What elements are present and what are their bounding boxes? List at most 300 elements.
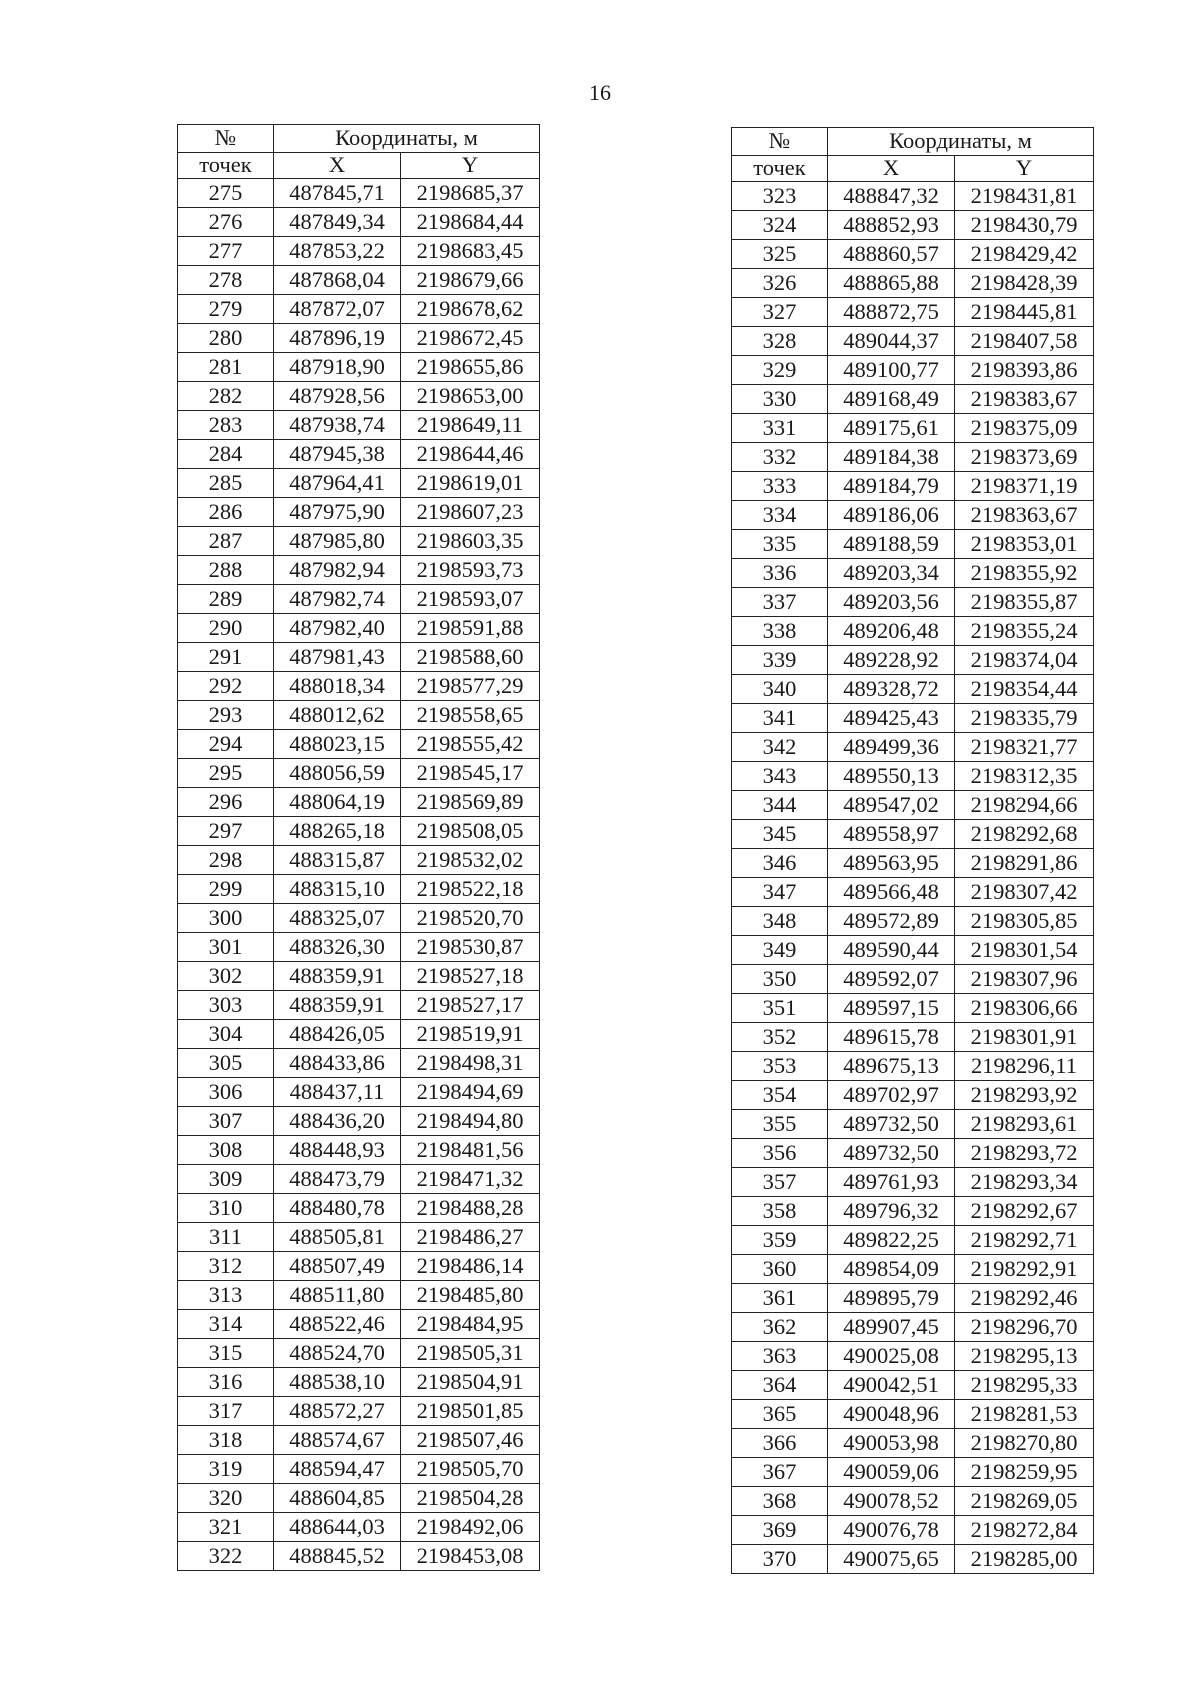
point-number-cell: 361 [732,1284,828,1313]
x-coordinate-cell: 488480,78 [274,1194,401,1223]
y-coordinate-cell: 2198292,71 [955,1226,1094,1255]
point-number-cell: 282 [178,382,274,411]
table-row [178,991,540,1020]
point-number-cell: 292 [178,672,274,701]
table-row [732,530,1094,559]
point-number-cell: 291 [178,643,274,672]
point-number-cell: 295 [178,759,274,788]
x-coordinate-cell: 489184,79 [828,472,955,501]
table-row [178,730,540,759]
x-coordinate-cell: 488315,87 [274,846,401,875]
x-coordinate-cell: 488265,18 [274,817,401,846]
y-coordinate-cell: 2198355,24 [955,617,1094,646]
table-row [732,1197,1094,1226]
table-row [732,733,1094,762]
point-number-cell: 349 [732,936,828,965]
point-number-cell: 362 [732,1313,828,1342]
table-row [732,675,1094,704]
y-coordinate-cell: 2198301,54 [955,936,1094,965]
table-row [178,1513,540,1542]
table-row [178,179,540,208]
y-coordinate-cell: 2198684,44 [401,208,540,237]
y-coordinate-cell: 2198259,95 [955,1458,1094,1487]
table-row [178,1397,540,1426]
point-number-cell: 339 [732,646,828,675]
x-coordinate-cell: 489822,25 [828,1226,955,1255]
table-row [732,1168,1094,1197]
x-coordinate-cell: 488359,91 [274,991,401,1020]
page-number: 16 [589,80,611,105]
x-coordinate-cell: 488511,80 [274,1281,401,1310]
point-number-cell: 358 [732,1197,828,1226]
y-coordinate-cell: 2198453,08 [401,1542,540,1571]
x-coordinate-cell: 488524,70 [274,1339,401,1368]
y-coordinate-cell: 2198591,88 [401,614,540,643]
table-row [732,269,1094,298]
table-row [732,443,1094,472]
x-coordinate-cell: 487982,40 [274,614,401,643]
point-number-cell: 342 [732,733,828,762]
y-coordinate-cell: 2198295,33 [955,1371,1094,1400]
table-row [178,875,540,904]
table-row [178,208,540,237]
y-coordinate-cell: 2198269,05 [955,1487,1094,1516]
x-coordinate-cell: 489796,32 [828,1197,955,1226]
y-coordinate-cell: 2198293,34 [955,1168,1094,1197]
x-coordinate-cell: 488326,30 [274,933,401,962]
coordinates-table-left [177,124,540,1571]
table-row [178,237,540,266]
x-coordinate-cell: 487845,71 [274,179,401,208]
point-number-cell: 299 [178,875,274,904]
table-row [178,904,540,933]
table-row [732,182,1094,211]
y-coordinate-cell: 2198498,31 [401,1049,540,1078]
x-coordinate-cell: 489615,78 [828,1023,955,1052]
table-row [732,965,1094,994]
x-coordinate-cell: 489566,48 [828,878,955,907]
y-coordinate-cell: 2198527,17 [401,991,540,1020]
y-coordinate-cell: 2198653,00 [401,382,540,411]
y-coordinate-cell: 2198270,80 [955,1429,1094,1458]
x-coordinate-cell: 489590,44 [828,936,955,965]
table-row [732,414,1094,443]
x-coordinate-cell: 489854,09 [828,1255,955,1284]
x-coordinate-cell: 487985,80 [274,527,401,556]
y-coordinate-cell: 2198593,73 [401,556,540,585]
header-point-number: № [178,125,274,153]
table-row [178,1455,540,1484]
x-coordinate-cell: 489702,97 [828,1081,955,1110]
y-coordinate-cell: 2198603,35 [401,527,540,556]
x-coordinate-cell: 488572,27 [274,1397,401,1426]
point-number-cell: 318 [178,1426,274,1455]
point-number-cell: 324 [732,211,828,240]
point-number-cell: 329 [732,356,828,385]
point-number-cell: 345 [732,820,828,849]
x-coordinate-cell: 489184,38 [828,443,955,472]
x-coordinate-cell: 488359,91 [274,962,401,991]
point-number-cell: 286 [178,498,274,527]
x-coordinate-cell: 488437,11 [274,1078,401,1107]
table-row [178,846,540,875]
x-coordinate-cell: 489907,45 [828,1313,955,1342]
table-row [732,1052,1094,1081]
y-coordinate-cell: 2198307,42 [955,878,1094,907]
x-coordinate-cell: 488845,52 [274,1542,401,1571]
header-x: X [828,156,955,182]
y-coordinate-cell: 2198501,85 [401,1397,540,1426]
y-coordinate-cell: 2198431,81 [955,182,1094,211]
x-coordinate-cell: 489558,97 [828,820,955,849]
y-coordinate-cell: 2198530,87 [401,933,540,962]
y-coordinate-cell: 2198619,01 [401,469,540,498]
point-number-cell: 344 [732,791,828,820]
table-row [732,1023,1094,1052]
point-number-cell: 307 [178,1107,274,1136]
point-number-cell: 354 [732,1081,828,1110]
table-row [178,1020,540,1049]
y-coordinate-cell: 2198305,85 [955,907,1094,936]
y-coordinate-cell: 2198569,89 [401,788,540,817]
y-coordinate-cell: 2198522,18 [401,875,540,904]
table-row [178,962,540,991]
point-number-cell: 369 [732,1516,828,1545]
table-row [732,1110,1094,1139]
header-coordinates: Координаты, м [274,125,540,153]
x-coordinate-cell: 488847,32 [828,182,955,211]
x-coordinate-cell: 487981,43 [274,643,401,672]
y-coordinate-cell: 2198486,27 [401,1223,540,1252]
table-row [732,1342,1094,1371]
y-coordinate-cell: 2198679,66 [401,266,540,295]
table-row [178,614,540,643]
y-coordinate-cell: 2198371,19 [955,472,1094,501]
x-coordinate-cell: 487896,19 [274,324,401,353]
x-coordinate-cell: 488522,46 [274,1310,401,1339]
table-row [732,1429,1094,1458]
coordinates-table-right [731,127,1094,1574]
table-row [178,1194,540,1223]
point-number-cell: 296 [178,788,274,817]
point-number-cell: 357 [732,1168,828,1197]
table-row [732,298,1094,327]
table-row [732,559,1094,588]
y-coordinate-cell: 2198484,95 [401,1310,540,1339]
y-coordinate-cell: 2198492,06 [401,1513,540,1542]
x-coordinate-cell: 490076,78 [828,1516,955,1545]
y-coordinate-cell: 2198428,39 [955,269,1094,298]
table-row [732,1545,1094,1574]
x-coordinate-cell: 487849,34 [274,208,401,237]
y-coordinate-cell: 2198485,80 [401,1281,540,1310]
y-coordinate-cell: 2198481,56 [401,1136,540,1165]
y-coordinate-cell: 2198655,86 [401,353,540,382]
point-number-cell: 337 [732,588,828,617]
table-row [732,994,1094,1023]
y-coordinate-cell: 2198588,60 [401,643,540,672]
y-coordinate-cell: 2198272,84 [955,1516,1094,1545]
x-coordinate-cell: 488436,20 [274,1107,401,1136]
point-number-cell: 346 [732,849,828,878]
point-number-cell: 277 [178,237,274,266]
x-coordinate-cell: 490053,98 [828,1429,955,1458]
y-coordinate-cell: 2198488,28 [401,1194,540,1223]
table-row [178,469,540,498]
table-row [732,472,1094,501]
x-coordinate-cell: 488064,19 [274,788,401,817]
point-number-cell: 338 [732,617,828,646]
point-number-cell: 367 [732,1458,828,1487]
y-coordinate-cell: 2198293,72 [955,1139,1094,1168]
table-row [178,556,540,585]
x-coordinate-cell: 490042,51 [828,1371,955,1400]
point-number-cell: 341 [732,704,828,733]
x-coordinate-cell: 489188,59 [828,530,955,559]
point-number-cell: 285 [178,469,274,498]
x-coordinate-cell: 489550,13 [828,762,955,791]
point-number-cell: 320 [178,1484,274,1513]
y-coordinate-cell: 2198373,69 [955,443,1094,472]
x-coordinate-cell: 489186,06 [828,501,955,530]
point-number-cell: 370 [732,1545,828,1574]
x-coordinate-cell: 488433,86 [274,1049,401,1078]
y-coordinate-cell: 2198407,58 [955,327,1094,356]
x-coordinate-cell: 489100,77 [828,356,955,385]
x-coordinate-cell: 489168,49 [828,385,955,414]
y-coordinate-cell: 2198678,62 [401,295,540,324]
point-number-cell: 314 [178,1310,274,1339]
point-number-cell: 343 [732,762,828,791]
x-coordinate-cell: 489732,50 [828,1110,955,1139]
x-coordinate-cell: 487982,94 [274,556,401,585]
table-row [178,1252,540,1281]
table-row [732,1284,1094,1313]
y-coordinate-cell: 2198293,92 [955,1081,1094,1110]
header-y: Y [401,153,540,179]
y-coordinate-cell: 2198292,67 [955,1197,1094,1226]
x-coordinate-cell: 487872,07 [274,295,401,324]
point-number-cell: 328 [732,327,828,356]
point-number-cell: 290 [178,614,274,643]
x-coordinate-cell: 487945,38 [274,440,401,469]
x-coordinate-cell: 490048,96 [828,1400,955,1429]
x-coordinate-cell: 489572,89 [828,907,955,936]
point-number-cell: 350 [732,965,828,994]
point-number-cell: 347 [732,878,828,907]
x-coordinate-cell: 489732,50 [828,1139,955,1168]
x-coordinate-cell: 487938,74 [274,411,401,440]
x-coordinate-cell: 489425,43 [828,704,955,733]
point-number-cell: 309 [178,1165,274,1194]
y-coordinate-cell: 2198607,23 [401,498,540,527]
y-coordinate-cell: 2198504,28 [401,1484,540,1513]
table-row [178,1310,540,1339]
point-number-cell: 327 [732,298,828,327]
point-number-cell: 364 [732,1371,828,1400]
y-coordinate-cell: 2198649,11 [401,411,540,440]
y-coordinate-cell: 2198355,87 [955,588,1094,617]
x-coordinate-cell: 487918,90 [274,353,401,382]
table-row [732,501,1094,530]
table-row [178,324,540,353]
point-number-cell: 333 [732,472,828,501]
point-number-cell: 319 [178,1455,274,1484]
point-number-cell: 312 [178,1252,274,1281]
x-coordinate-cell: 489228,92 [828,646,955,675]
table-row [732,704,1094,733]
y-coordinate-cell: 2198292,46 [955,1284,1094,1313]
x-coordinate-cell: 487853,22 [274,237,401,266]
y-coordinate-cell: 2198296,11 [955,1052,1094,1081]
y-coordinate-cell: 2198593,07 [401,585,540,614]
table-row [178,585,540,614]
table-row [178,759,540,788]
y-coordinate-cell: 2198291,86 [955,849,1094,878]
point-number-cell: 317 [178,1397,274,1426]
y-coordinate-cell: 2198672,45 [401,324,540,353]
point-number-cell: 335 [732,530,828,559]
point-number-cell: 293 [178,701,274,730]
table-body [732,182,1094,1574]
point-number-cell: 336 [732,559,828,588]
x-coordinate-cell: 489203,34 [828,559,955,588]
table-row [178,933,540,962]
x-coordinate-cell: 489761,93 [828,1168,955,1197]
table-row [178,353,540,382]
header-coordinates: Координаты, м [828,128,1094,156]
table-row [178,440,540,469]
point-number-cell: 301 [178,933,274,962]
y-coordinate-cell: 2198429,42 [955,240,1094,269]
x-coordinate-cell: 488325,07 [274,904,401,933]
y-coordinate-cell: 2198555,42 [401,730,540,759]
x-coordinate-cell: 488852,93 [828,211,955,240]
y-coordinate-cell: 2198519,91 [401,1020,540,1049]
x-coordinate-cell: 489328,72 [828,675,955,704]
y-coordinate-cell: 2198374,04 [955,646,1094,675]
table-row [732,820,1094,849]
header-point-number: № [732,128,828,156]
point-number-cell: 331 [732,414,828,443]
table-row [732,1516,1094,1545]
point-number-cell: 356 [732,1139,828,1168]
table-row [732,588,1094,617]
table-row [178,498,540,527]
table-row [178,1281,540,1310]
point-number-cell: 360 [732,1255,828,1284]
table-row [732,1371,1094,1400]
point-number-cell: 359 [732,1226,828,1255]
table-row [178,1136,540,1165]
table-row [732,646,1094,675]
point-number-cell: 287 [178,527,274,556]
x-coordinate-cell: 489675,13 [828,1052,955,1081]
point-number-cell: 332 [732,443,828,472]
x-coordinate-cell: 488056,59 [274,759,401,788]
y-coordinate-cell: 2198445,81 [955,298,1094,327]
point-number-cell: 300 [178,904,274,933]
point-number-cell: 322 [178,1542,274,1571]
x-coordinate-cell: 488315,10 [274,875,401,904]
y-coordinate-cell: 2198285,00 [955,1545,1094,1574]
y-coordinate-cell: 2198293,61 [955,1110,1094,1139]
table-row [732,791,1094,820]
x-coordinate-cell: 488023,15 [274,730,401,759]
y-coordinate-cell: 2198558,65 [401,701,540,730]
y-coordinate-cell: 2198520,70 [401,904,540,933]
point-number-cell: 278 [178,266,274,295]
point-number-cell: 275 [178,179,274,208]
y-coordinate-cell: 2198294,66 [955,791,1094,820]
point-number-cell: 323 [732,182,828,211]
y-coordinate-cell: 2198504,91 [401,1368,540,1397]
y-coordinate-cell: 2198307,96 [955,965,1094,994]
table-row [178,817,540,846]
point-number-cell: 305 [178,1049,274,1078]
table-row [178,411,540,440]
point-number-cell: 276 [178,208,274,237]
y-coordinate-cell: 2198301,91 [955,1023,1094,1052]
point-number-cell: 315 [178,1339,274,1368]
table-row [178,1426,540,1455]
x-coordinate-cell: 488860,57 [828,240,955,269]
point-number-cell: 288 [178,556,274,585]
header-points: точек [732,156,828,182]
table-row [178,1368,540,1397]
x-coordinate-cell: 490025,08 [828,1342,955,1371]
x-coordinate-cell: 488872,75 [828,298,955,327]
y-coordinate-cell: 2198363,67 [955,501,1094,530]
table-row [178,295,540,324]
point-number-cell: 352 [732,1023,828,1052]
y-coordinate-cell: 2198430,79 [955,211,1094,240]
table-row [178,1078,540,1107]
table-row [732,936,1094,965]
point-number-cell: 351 [732,994,828,1023]
point-number-cell: 366 [732,1429,828,1458]
y-coordinate-cell: 2198292,91 [955,1255,1094,1284]
y-coordinate-cell: 2198505,31 [401,1339,540,1368]
point-number-cell: 297 [178,817,274,846]
header-points: точек [178,153,274,179]
x-coordinate-cell: 489597,15 [828,994,955,1023]
point-number-cell: 334 [732,501,828,530]
y-coordinate-cell: 2198335,79 [955,704,1094,733]
table-row [178,1542,540,1571]
point-number-cell: 283 [178,411,274,440]
table-row [178,643,540,672]
point-number-cell: 348 [732,907,828,936]
table-row [178,382,540,411]
point-number-cell: 302 [178,962,274,991]
x-coordinate-cell: 488448,93 [274,1136,401,1165]
point-number-cell: 313 [178,1281,274,1310]
table-row [732,1458,1094,1487]
point-number-cell: 340 [732,675,828,704]
y-coordinate-cell: 2198532,02 [401,846,540,875]
table-row [178,266,540,295]
y-coordinate-cell: 2198577,29 [401,672,540,701]
y-coordinate-cell: 2198355,92 [955,559,1094,588]
y-coordinate-cell: 2198383,67 [955,385,1094,414]
table-row [732,1400,1094,1429]
table-row [178,527,540,556]
table-row [732,240,1094,269]
x-coordinate-cell: 487928,56 [274,382,401,411]
table-body [178,179,540,1571]
header-x: X [274,153,401,179]
